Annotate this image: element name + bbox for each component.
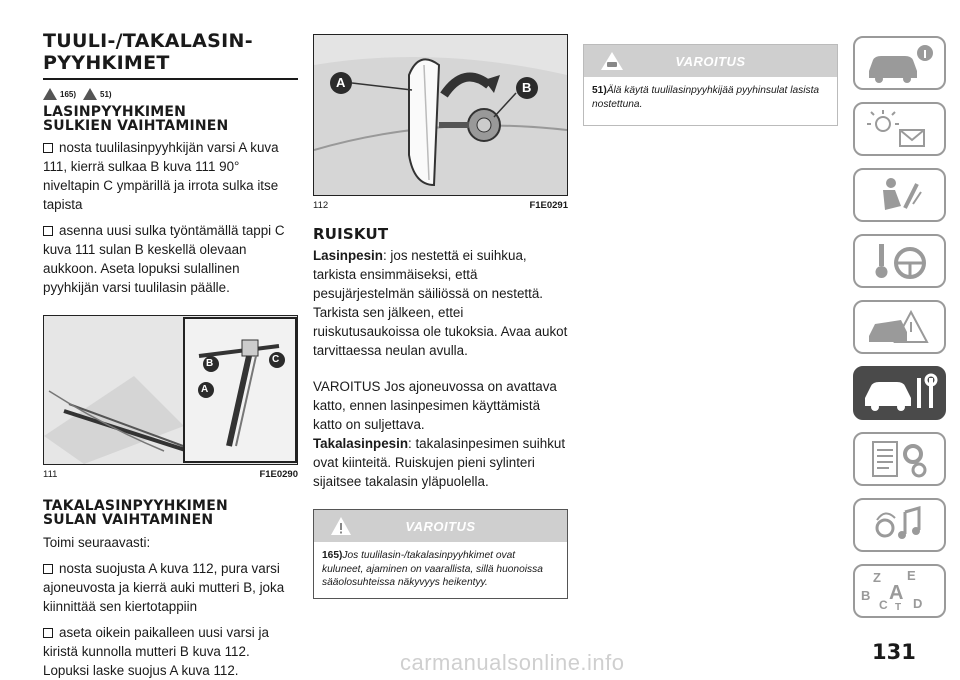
fig111-label-c: C xyxy=(272,354,280,365)
warning-text: Jos tuulilasin-/takalasinpyyhkimet ovat kuluneet, ajaminen on vaarallista, sillä huonoissa sääolosuhteissa näkyvyys heikentyy. xyxy=(322,550,543,588)
index-letter-d: D xyxy=(913,596,923,611)
nav-tab-car-info[interactable] xyxy=(853,36,946,90)
caution-car-icon xyxy=(600,51,624,71)
warning-title: VAROITUS xyxy=(405,518,476,534)
caution-body xyxy=(584,77,837,125)
nav-tab-lights-messages[interactable] xyxy=(853,102,946,156)
front-washer-text: : jos nestettä ei suihkua, tarkista ensimmäiseksi, että pesujärjestelmän säiliössä on nestettä. Tarkista sen jälkeen, ettei ruiskutusaukoissa ole tukoksia. Avaa aukot tarvittaessa neulan avulla. xyxy=(313,248,568,358)
step-bullet-2 xyxy=(43,221,298,297)
figure-111-caption xyxy=(43,469,298,480)
fig112-label-a: A xyxy=(336,75,346,90)
column-right xyxy=(583,30,838,126)
caution-title: VAROITUS xyxy=(675,53,746,69)
emergency-car-icon xyxy=(855,302,944,352)
multimedia-icon xyxy=(855,500,944,550)
step-bullet-1 xyxy=(43,138,298,214)
nav-tab-starting-driving[interactable] xyxy=(853,234,946,288)
section-heading-1a: LASINPYYHKIMEN xyxy=(43,104,187,120)
sunroof-warning-note: VAROITUS Jos ajoneuvossa on avattava katto, ennen lasinpesimen käyttämistä katto on suljettava. xyxy=(313,379,557,432)
warning-box-51 xyxy=(583,44,838,126)
fig111-label-b: B xyxy=(206,358,214,369)
checkbox-bullet-icon xyxy=(43,628,53,638)
nav-tab-technical-data[interactable] xyxy=(853,432,946,486)
section-heading-1b: SULKIEN VAIHTAMINEN xyxy=(43,118,229,134)
seat-airbag-icon xyxy=(855,170,944,220)
wiper-blade-illustration xyxy=(44,316,297,464)
index-letters-icon xyxy=(855,566,944,616)
caution-triangle-icon xyxy=(83,88,97,100)
fig112-label-b: B xyxy=(522,80,532,95)
figure-112 xyxy=(313,34,568,196)
step-bullet-3 xyxy=(43,559,298,616)
chapter-title-line2: PYYHKIMET xyxy=(43,52,170,74)
front-washer-term: Lasinpesin xyxy=(313,248,383,263)
caution-text: Älä käytä tuulilasinpyyhkijää pyyhinsulat lasista nostettuna. xyxy=(592,85,820,110)
caution-header xyxy=(584,45,837,77)
warning-body xyxy=(314,542,567,598)
warning-ref-165[interactable]: 165) xyxy=(60,89,77,99)
rear-washer-text: : takalasinpesimen suihkut ovat kiinteitä. Ruiskujen pieni sylinteri sijaitsee takalasin yläpuolella. xyxy=(313,436,566,489)
warning-references xyxy=(43,88,298,100)
checkbox-bullet-icon xyxy=(43,564,53,574)
warning-box-165 xyxy=(313,509,568,599)
caution-number: 51) xyxy=(592,85,607,96)
rear-wiper-illustration xyxy=(314,35,567,195)
rear-washer-paragraph xyxy=(313,434,568,491)
step-text-3: nosta suojusta A kuva 112, pura varsi ajoneuvosta ja kierrä auki mutteri B, joka kiinnittää sen kiertotappiin xyxy=(43,561,285,614)
title-rule xyxy=(43,78,298,80)
nav-tab-maintenance[interactable] xyxy=(853,366,946,420)
warning-triangle-icon xyxy=(43,88,57,100)
nav-tab-index[interactable] xyxy=(853,564,946,618)
step-text-1: nosta tuulilasinpyyhkijän varsi A kuva 111, kierrä sulkaa B kuva 111 90° niveltapin C ympärillä ja irrota sulka itse tapista xyxy=(43,140,279,212)
procedure-intro: Toimi seuraavasti: xyxy=(43,535,151,550)
chapter-title-line1: TUULI-/TAKALASIN- xyxy=(43,30,253,52)
warning-number: 165) xyxy=(322,550,343,561)
fig111-label-a: A xyxy=(201,384,209,395)
figure-111 xyxy=(43,315,298,465)
step-text-4: aseta oikein paikalleen uusi varsi ja kiristä kunnolla mutteri B kuva 112. Lopuksi laske suojus A kuva 112. xyxy=(43,625,269,678)
fig112-code: F1E0291 xyxy=(529,200,568,211)
index-letter-t: T xyxy=(895,602,902,613)
car-info-icon xyxy=(855,38,944,88)
section-heading-3: RUISKUT xyxy=(313,225,389,243)
warning-triangle-icon xyxy=(330,516,352,536)
nav-tab-emergency[interactable] xyxy=(853,300,946,354)
rear-washer-term: Takalasinpesin xyxy=(313,436,409,451)
column-left xyxy=(43,30,298,680)
nav-tab-safety[interactable] xyxy=(853,168,946,222)
fig112-number: 112 xyxy=(313,200,329,211)
checkbox-bullet-icon xyxy=(43,226,53,236)
checkbox-bullet-icon xyxy=(43,143,53,153)
section-heading-2a: TAKALASINPYYHKIMEN xyxy=(43,498,228,514)
lights-message-icon xyxy=(855,104,944,154)
page-number: 131 xyxy=(872,640,916,664)
front-washer-paragraph xyxy=(313,246,568,360)
warning-ref-51[interactable]: 51) xyxy=(100,89,112,99)
car-maintenance-icon xyxy=(855,368,944,418)
nav-tab-multimedia[interactable] xyxy=(853,498,946,552)
step-bullet-4 xyxy=(43,623,298,680)
step-text-2: asenna uusi sulka työntämällä tappi C kuva 111 sulan B keskellä olevaan aukkoon. Aseta lopuksi sulallinen pyyhkijän varsi tuulilasin päälle. xyxy=(43,223,285,295)
fig111-number: 111 xyxy=(43,469,58,480)
key-steering-icon xyxy=(855,236,944,286)
section-heading-2b: SULAN VAIHTAMINEN xyxy=(43,512,214,528)
index-letter-c: C xyxy=(879,598,888,612)
column-middle xyxy=(313,30,568,599)
fig111-code: F1E0290 xyxy=(259,469,298,480)
index-letter-z: Z xyxy=(873,570,881,585)
warning-header xyxy=(314,510,567,542)
index-letter-e: E xyxy=(907,568,916,583)
index-letter-b: B xyxy=(861,588,871,603)
index-letter-a: A xyxy=(889,582,904,604)
figure-112-caption xyxy=(313,200,568,211)
site-watermark: carmanualsonline.info xyxy=(400,650,625,675)
specs-gear-icon xyxy=(855,434,944,484)
